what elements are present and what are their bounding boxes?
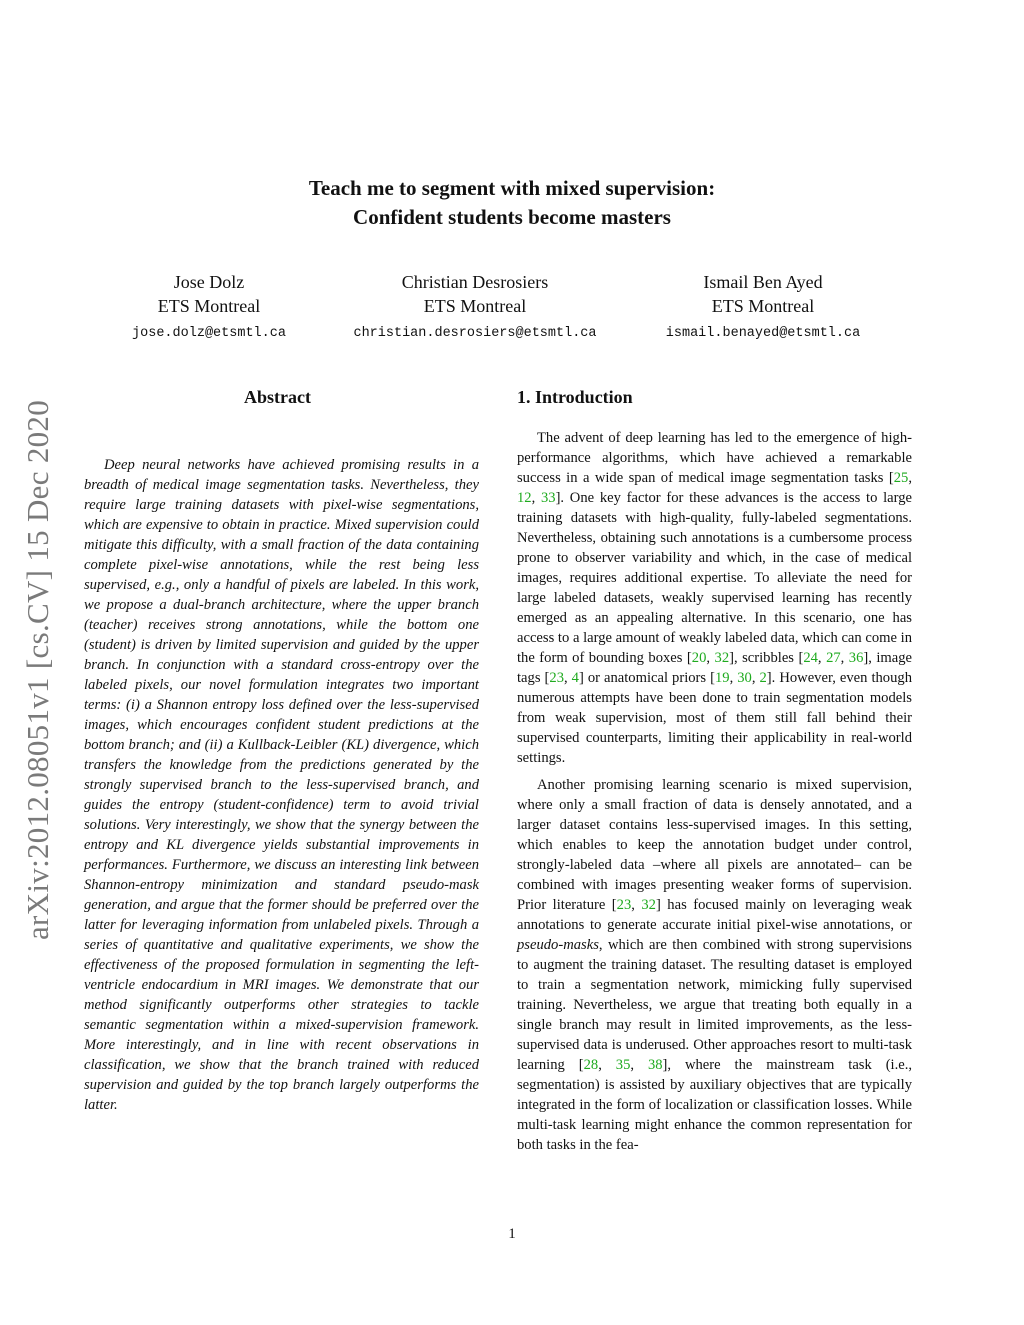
intro-heading: 1. Introduction xyxy=(517,387,633,407)
abstract-heading: Abstract xyxy=(244,387,311,407)
intro-paragraph-1: The advent of deep learning has led to the emergence of high-performance algorithms, which have achieved a remarkable success in a wide span of medical image segmentation tasks [25, 12, 33]. One key factor for these advances is the access to large training datasets with high-quality, fully-labeled segmentations. Nevertheless, obtaining such annotations is a cumbersome process prone to observer variability and which, in the case of medical images, requires additional expertise. To alleviate the need for large labeled datasets, weakly supervised learning has recently emerged as an appealing alternative. In this scenario, one has access to a large amount of weakly labeled data, which can come in the form of bounding boxes [20, 32], scribbles [24, 27, 36], image tags [23, 4] or anatomical priors [19, 30, 2]. However, even though numerous attempts have been done to train segmentation models from weak supervision, most of them still fall behind their supervised counterparts, limiting their applicability in real-world settings. xyxy=(517,430,913,766)
citation-link[interactable]: 27 xyxy=(826,650,841,666)
author-block xyxy=(613,270,913,346)
author-email: christian.desrosiers@etsmtl.ca xyxy=(353,326,597,341)
abstract-body xyxy=(84,455,479,1115)
citation-link[interactable]: 33 xyxy=(540,490,556,506)
author-block xyxy=(325,270,625,346)
author-affiliation: ETS Montreal xyxy=(423,296,527,316)
citation-link[interactable]: 32 xyxy=(714,650,730,666)
citation-link[interactable]: 30 xyxy=(737,670,752,686)
citation-link[interactable]: 20 xyxy=(691,650,707,666)
paper-title xyxy=(0,174,1024,232)
citation-link[interactable]: 2 xyxy=(759,670,767,686)
citation-link[interactable]: 32 xyxy=(641,897,656,913)
abstract-text: Deep neural networks have achieved promising results in a breadth of medical image segmentation tasks. Nevertheless, they require large training datasets with pixel-wise segmentations, which are expensive to obtain in practice. Mixed supervision could mitigate this difficulty, with a small fraction of the data containing complete pixel-wise annotations, while the rest being less supervised, e.g., only a handful of pixels are labeled. In this work, we propose a dual-branch architecture, where the upper branch (teacher) receives strong annotations, while the bottom one (student) is driven by limited supervision and guided by the upper branch. In conjunction with a standard cross-entropy over the labeled pixels, our novel formulation integrates two important terms: (i) a Shannon entropy loss defined over the less-supervised images, which encourages confident student predictions at the bottom branch; and (ii) a Kullback-Leibler (KL) divergence, which transfers the knowledge from the predictions generated by the strongly supervised branch to the less-supervised branch, and guides the entropy (student-confidence) term to avoid trivial solutions. Very interestingly, we show that the synergy between the entropy and KL divergence yields substantial improvements in performances. Furthermore, we discuss an interesting link between Shannon-entropy minimization and standard pseudo-mask generation, and argue that the former should be preferred over the latter for leveraging information from unlabeled pixels. Through a series of quantitative and qualitative experiments, we show the effectiveness of the proposed formulation in segmenting the left-ventricle endocardium in MRI images. We demonstrate that our method significantly outperforms other strategies to tackle semantic segmentation within a mixed-supervision framework. More interestingly, and in line with recent observations in classification, we show that the branch trained with reduced supervision and guided by the top branch largely outperforms the latter. xyxy=(84,457,479,1113)
author-email: jose.dolz@etsmtl.ca xyxy=(132,326,286,341)
intro-paragraph-2: Another promising learning scenario is mixed supervision, where only a small fraction of data is densely annotated, and a larger dataset contains less-supervised images. In this setting, which enables to keep the annotation budget under control, strongly-labeled data –where all pixels are annotated– can be combined with images presenting weaker forms of supervision. Prior literature [23, 32] has focused mainly on leveraging weak annotations to generate accurate initial pixel-wise annotations, or pseudo-masks, which are then combined with strong supervisions to augment the training dataset. The resulting dataset is employed to train a segmentation network, mimicking fully supervised training. Nevertheless, we argue that treating both equally in a single branch may result in limited improvements, as the less-supervised data is underused. Other approaches resort to multi-task learning [28, 35, 38], where the mainstream task (i.e., segmentation) is assisted by auxiliary objectives that are typically integrated in the form of localization or classification losses. While multi-task learning might enhance the common representation for both tasks in the fea- xyxy=(517,777,913,1153)
intro-body xyxy=(517,428,912,1162)
author-affiliation: ETS Montreal xyxy=(157,296,261,316)
italic-term: pseudo-masks xyxy=(517,937,599,953)
citation-link[interactable]: 12 xyxy=(517,490,532,506)
author-affiliation: ETS Montreal xyxy=(711,296,815,316)
author-name: Ismail Ben Ayed xyxy=(703,272,823,292)
citation-link[interactable]: 36 xyxy=(848,650,864,666)
page-number: 1 xyxy=(508,1226,516,1242)
citation-link[interactable]: 38 xyxy=(647,1057,663,1073)
citation-link[interactable]: 23 xyxy=(549,670,564,686)
author-name: Jose Dolz xyxy=(173,272,245,292)
title-line-2: Confident students become masters xyxy=(353,205,671,229)
citation-link[interactable]: 25 xyxy=(893,470,909,486)
arxiv-stamp: arXiv:2012.08051v1 [cs.CV] 15 Dec 2020 xyxy=(20,399,55,940)
author-name: Christian Desrosiers xyxy=(401,272,549,292)
citation-link[interactable]: 23 xyxy=(616,897,632,913)
citation-link[interactable]: 4 xyxy=(571,670,579,686)
title-line-1: Teach me to segment with mixed supervision: xyxy=(308,176,716,200)
citation-link[interactable]: 19 xyxy=(714,670,730,686)
citation-link[interactable]: 28 xyxy=(583,1057,599,1073)
citation-link[interactable]: 35 xyxy=(615,1057,631,1073)
author-email: ismail.benayed@etsmtl.ca xyxy=(665,326,861,341)
citation-link[interactable]: 24 xyxy=(803,650,818,666)
author-block xyxy=(59,270,359,346)
